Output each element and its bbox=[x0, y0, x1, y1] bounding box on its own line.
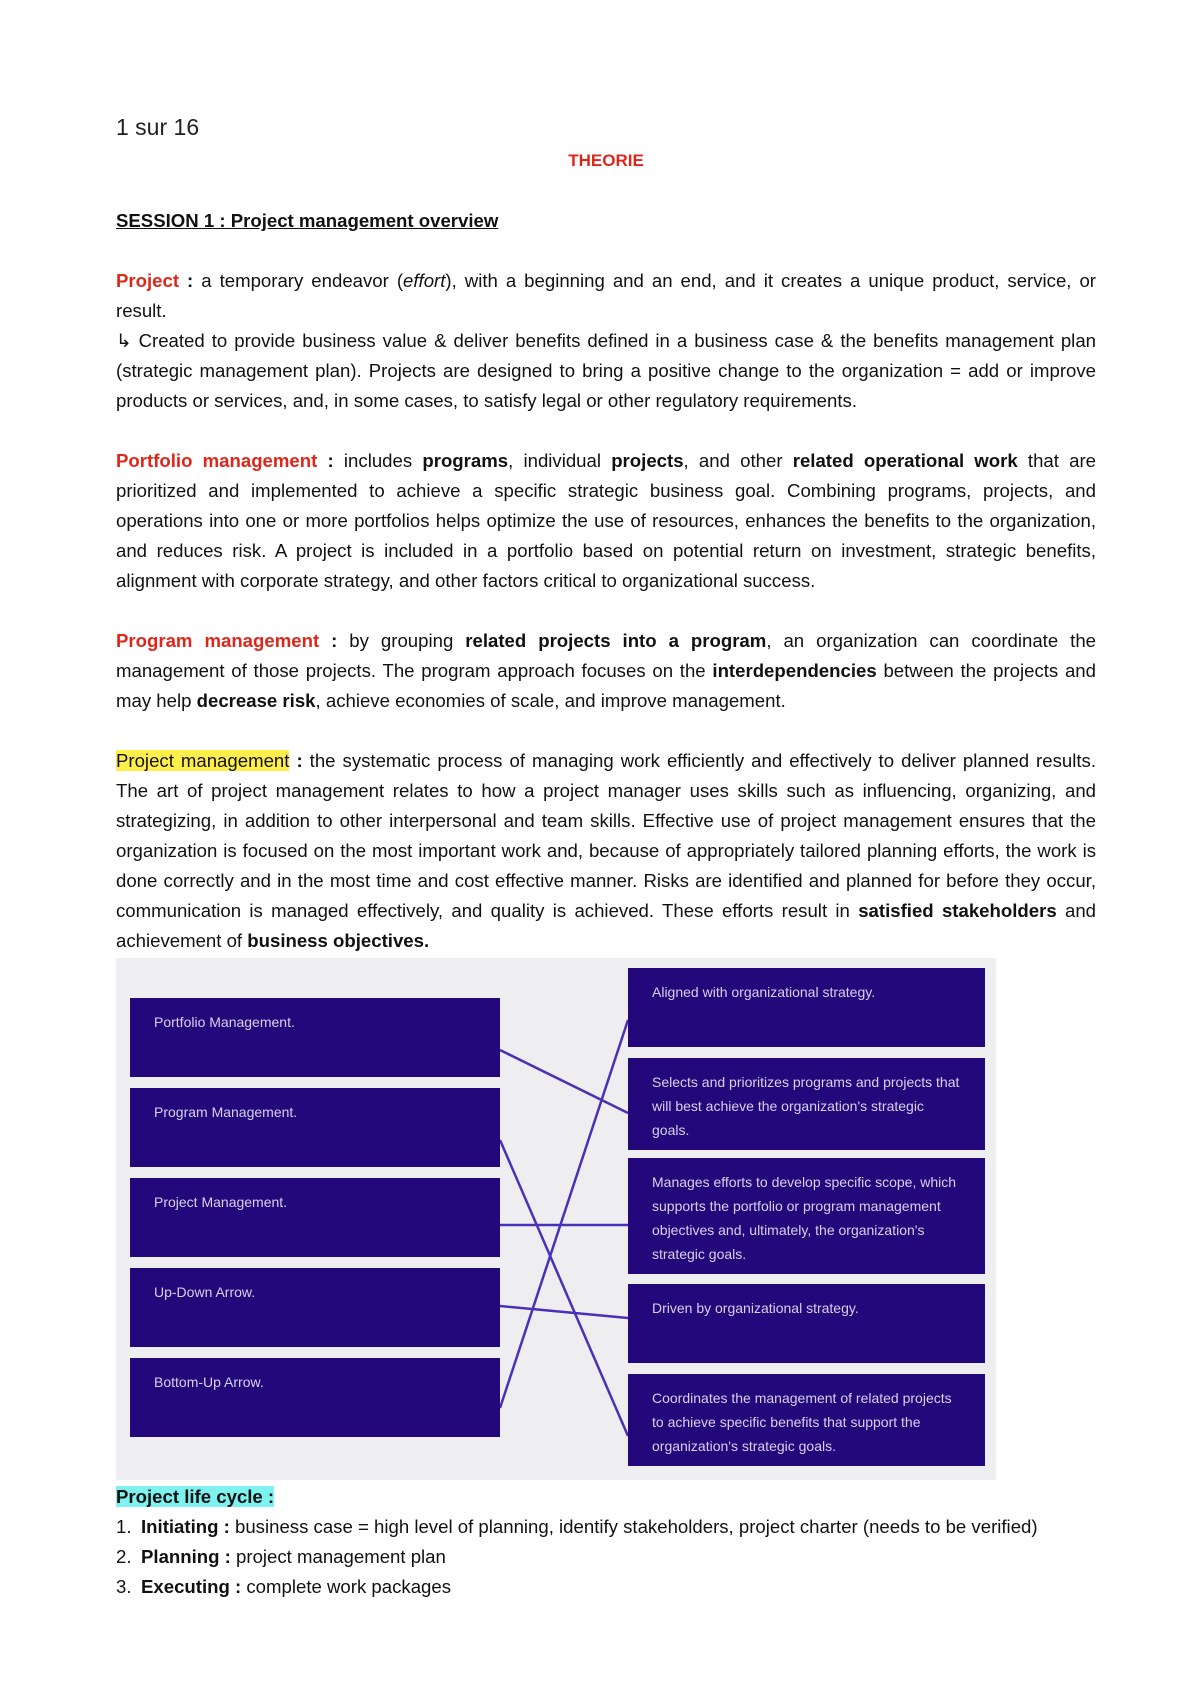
term-portfolio: Portfolio management bbox=[116, 450, 318, 471]
document-body bbox=[116, 146, 1096, 1602]
project-definition: Project : a temporary endeavor (effort), with a beginning and an end, and it creates a unique product, service, or result. ↳ Created to provide business value & deliver benefits defined in a business case & the benefits management plan (strategic management plan). Projects are designed to bring a positive change to the organization = add or improve products or services, and, in some cases, to satisfy legal or other regulatory requirements. bbox=[116, 266, 1096, 416]
project-management-definition: Project management : the systematic process of managing work efficiently and effectively to deliver planned results. The art of project management relates to how a project manager uses skills such as influencing, organizing, and strategizing, in addition to other interpersonal and team skills. Effective use of project management ensures that the organization is focused on the most important work and, because of appropriately tailored planning efforts, the work is done correctly and in the most time and cost effective manner. Risks are identified and planned for before they occur, communication is managed effectively, and quality is achieved. These efforts result in satisfied stakeholders and achievement of business objectives. bbox=[116, 750, 1096, 951]
box-portfolio-management: Portfolio Management. bbox=[130, 998, 500, 1077]
page-heading: THEORIE bbox=[568, 151, 644, 170]
program-definition: Program management : by grouping related projects into a program, an organization can coordinate the management of those projects. The program approach focuses on the interdependencies between the projects and may help decrease risk, achieve economies of scale, and improve management. bbox=[116, 630, 1097, 711]
list-item: 2. Planning : project management plan bbox=[116, 1546, 446, 1567]
box-aligned-strategy: Aligned with organizational strategy. bbox=[628, 968, 985, 1047]
box-driven-strategy: Driven by organizational strategy. bbox=[628, 1284, 985, 1363]
lifecycle-title: Project life cycle : bbox=[116, 1486, 275, 1507]
management-matching-diagram bbox=[116, 958, 996, 1480]
box-bottom-up-arrow: Bottom-Up Arrow. bbox=[130, 1358, 500, 1437]
portfolio-definition: Portfolio management : includes programs, individual projects, and other related operational work that are prioritized and implemented to achieve a specific strategic business goal. Combining programs, projects, and operations into one or more portfolios helps optimize the use of resources, enhances the benefits to the organization, and reduces risk. A project is included in a portfolio based on potential return on investment, strategic benefits, alignment with corporate strategy, and other factors critical to organizational success. bbox=[116, 450, 1096, 591]
page-number: 1 sur 16 bbox=[116, 114, 200, 140]
box-manages-efforts: Manages efforts to develop specific scope, which supports the portfolio or program management objectives and, ultimately, the organization's strategic goals. bbox=[628, 1158, 985, 1274]
session-title: SESSION 1 : Project management overview bbox=[116, 210, 499, 231]
list-item: 3. Executing : complete work packages bbox=[116, 1576, 452, 1597]
box-program-management: Program Management. bbox=[130, 1088, 500, 1167]
term-program: Program management bbox=[116, 630, 320, 651]
connector-line bbox=[500, 1020, 628, 1408]
list-item: 1. Initiating : business case = high level of planning, identify stakeholders, project charter (needs to be verified) bbox=[116, 1516, 1038, 1537]
term-project-management: Project management bbox=[116, 750, 290, 771]
box-coordinates-management: Coordinates the management of related projects to achieve specific benefits that support the organization's strategic goals. bbox=[628, 1374, 985, 1466]
box-selects-prioritizes: Selects and prioritizes programs and projects that will best achieve the organization's strategic goals. bbox=[628, 1058, 985, 1150]
term-project: Project bbox=[116, 270, 180, 291]
box-project-management: Project Management. bbox=[130, 1178, 500, 1257]
box-up-down-arrow: Up-Down Arrow. bbox=[130, 1268, 500, 1347]
connector-line bbox=[500, 1140, 628, 1436]
lifecycle-title-row bbox=[116, 1482, 1096, 1512]
lifecycle-list bbox=[116, 1512, 1096, 1602]
project-note: ↳ Created to provide business value & deliver benefits defined in a business case & the benefits management plan (strategic management plan). Projects are designed to bring a positive change to the organization = add or improve products or services, and, in some cases, to satisfy legal or other regulatory requirements. bbox=[116, 330, 1096, 411]
connector-line bbox=[500, 1306, 628, 1318]
